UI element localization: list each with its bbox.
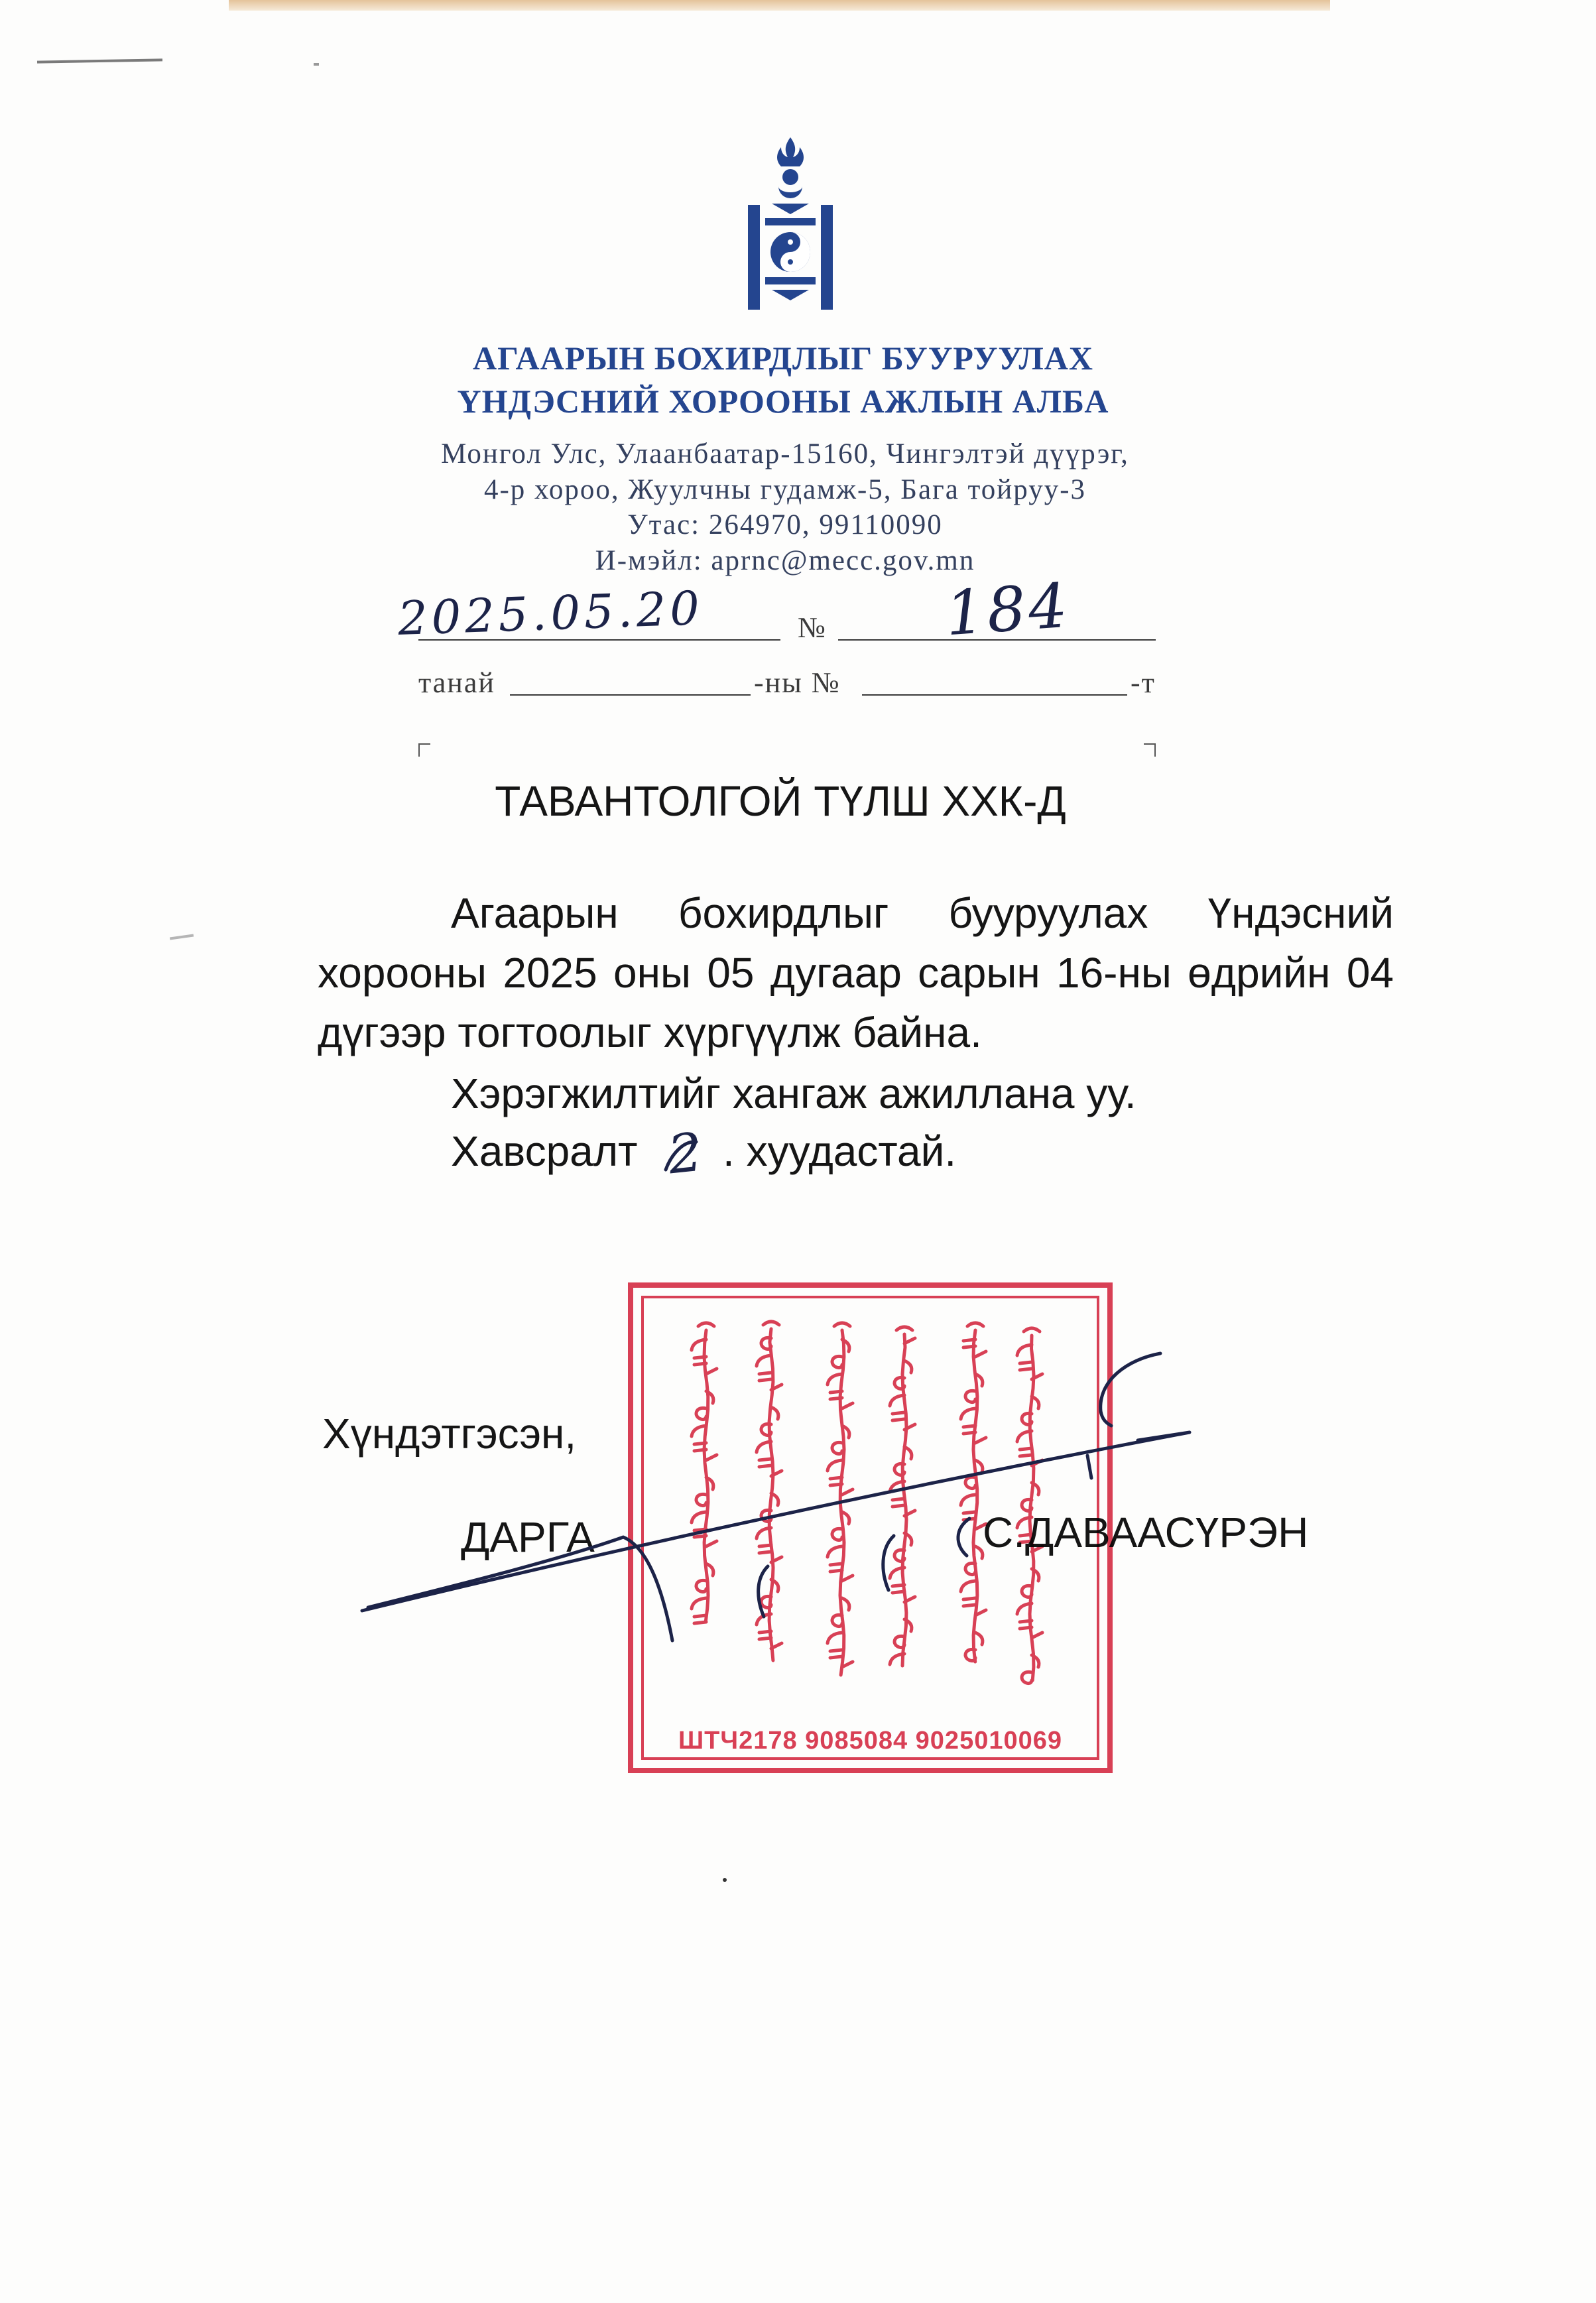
address-corner-left — [418, 743, 430, 757]
scan-mark — [170, 934, 194, 940]
emblem-pillar-left — [748, 205, 760, 310]
seal-script-glyph — [696, 1494, 706, 1505]
seal-script-glyph — [842, 1576, 853, 1581]
seal-script-glyph — [842, 1598, 849, 1610]
seal-script-head — [763, 1322, 779, 1325]
seal-script-head — [896, 1327, 912, 1330]
seal-script-head — [1024, 1328, 1040, 1332]
emblem-bar-bottom — [765, 277, 816, 284]
handwritten-attachment-count: 2 — [665, 1121, 706, 1186]
emblem-flame — [777, 137, 804, 166]
seal-script-glyph — [963, 1512, 975, 1520]
seal-script-glyph — [828, 1546, 842, 1557]
emblem-pillar-right — [821, 205, 833, 310]
seal-script-glyph — [1020, 1448, 1032, 1456]
address-line: Монгол Улс, Улаанбаатар-15160, Чингэлтэй дүүрэг, — [441, 438, 1129, 469]
handwritten-date: 2025.05.20 — [397, 580, 705, 647]
attachment-suffix: . хуудастай. — [723, 1127, 957, 1175]
handwritten-number: 184 — [943, 570, 1073, 650]
emblem-bar-top — [765, 218, 816, 225]
emblem-sun — [782, 169, 798, 185]
seal-script-glyph — [828, 1633, 842, 1643]
date-underline — [418, 639, 780, 641]
seal-script-glyph — [832, 1442, 842, 1454]
seal-script-glyph — [961, 1408, 975, 1419]
email-line: И-мэйл: aprnc@mecc.gov.mn — [595, 545, 975, 576]
address-line: 4-р хороо, Жуулчны гудамж-5, Бага тойруу-3 — [483, 474, 1087, 505]
org-name-line-2: ҮНДЭСНИЙ ХОРООНЫ АЖЛЫН АЛБА — [457, 383, 1109, 420]
seal-script-head — [834, 1323, 850, 1326]
seal-script-glyph — [1022, 1672, 1032, 1683]
org-name-line-1: АГААРЫН БОХИРДЛЫГ БУУРУУЛАХ — [473, 340, 1093, 377]
seal-script-glyph — [975, 1351, 986, 1357]
seal-script-glyph — [696, 1580, 706, 1591]
seal-script-head — [967, 1323, 983, 1326]
seal-script-glyph — [757, 1355, 771, 1366]
seal-script-glyph — [692, 1598, 706, 1609]
seal-script-glyph — [975, 1438, 986, 1443]
seal-script-glyph — [832, 1528, 842, 1540]
seal-script-glyph — [892, 1412, 904, 1420]
body-line: хорооны 2025 оны 05 дугаар сарын 16-ны өдрийн 04 — [318, 949, 1394, 997]
scan-mark — [37, 58, 162, 63]
recipient: ТАВАНТОЛГОЙ ТҮЛШ ХХК-Д — [495, 777, 1066, 825]
seal-script-glyph — [1017, 1345, 1032, 1355]
official-seal — [628, 1282, 1113, 1773]
seal-script-glyph — [1032, 1633, 1042, 1638]
seal-script-glyph — [965, 1477, 975, 1488]
emblem-triangle-bottom — [772, 290, 809, 300]
seal-script-art — [628, 1282, 1113, 1773]
number-sign: № — [798, 611, 827, 644]
seal-script-head — [698, 1323, 714, 1326]
seal-script-glyph — [832, 1615, 842, 1626]
seal-script-glyph — [890, 1395, 904, 1406]
reply-number-underline — [862, 694, 1127, 696]
emblem-moon — [778, 186, 802, 198]
emblem-triangle-top — [772, 204, 809, 214]
seal-script-glyph — [965, 1391, 975, 1402]
seal-script-glyph — [696, 1408, 706, 1419]
seal-script-glyph — [828, 1460, 842, 1471]
seal-script-glyph — [904, 1361, 912, 1373]
seal-registry-numbers: ШТЧ2178 9085084 9025010069 — [678, 1727, 1063, 1755]
phone-line: Утас: 264970, 99110090 — [627, 509, 943, 540]
reply-date-underline — [510, 694, 751, 696]
seal-script-glyph — [771, 1407, 778, 1419]
scan-mark — [314, 63, 319, 66]
emblem-yin-yang-dot — [788, 239, 793, 245]
seal-script-glyph — [692, 1512, 706, 1523]
emblem-yin-yang-dot — [788, 259, 793, 265]
seal-script-glyph — [965, 1563, 975, 1574]
seal-script-glyph — [706, 1369, 717, 1374]
request-line: Хэрэгжилтийг хангаж ажиллана уу. — [451, 1070, 1136, 1117]
seal-mongolian-script — [692, 1322, 1042, 1684]
seal-script-glyph — [842, 1403, 853, 1408]
seal-script-glyph — [759, 1459, 771, 1467]
reply-middle: -ны № — [754, 666, 841, 699]
salutation: Хүндэтгэсэн, — [322, 1410, 577, 1458]
seal-script-glyph — [961, 1581, 975, 1591]
seal-script-glyph — [759, 1373, 771, 1381]
soyombo-icon — [748, 136, 833, 312]
seal-script-glyph — [759, 1545, 771, 1553]
seal-script-glyph — [975, 1524, 986, 1529]
seal-script-glyph — [892, 1499, 904, 1507]
body-line: Агаарын бохирдлыг бууруулах Үндэсний — [451, 889, 1394, 937]
reply-suffix: -т — [1131, 666, 1156, 699]
seal-script-glyph — [830, 1650, 842, 1658]
seal-script-glyph — [832, 1356, 842, 1367]
seal-script-glyph — [963, 1598, 975, 1606]
seal-script-glyph — [830, 1564, 842, 1572]
seal-script-glyph — [975, 1546, 983, 1558]
signer-position: ДАРГА — [461, 1513, 595, 1561]
scan-edge-strip — [229, 0, 1330, 11]
seal-script-glyph — [757, 1442, 771, 1452]
seal-script-glyph — [706, 1455, 717, 1460]
body-line: дүгээр тогтоолыг хүргүүлж байна. — [318, 1009, 982, 1056]
reply-prefix: танай — [418, 666, 495, 699]
address-corner-right — [1144, 743, 1156, 757]
number-underline — [838, 639, 1156, 641]
attachment-prefix: Хавсралт — [451, 1127, 638, 1175]
seal-script-glyph — [961, 1495, 975, 1505]
seal-script-glyph — [975, 1633, 983, 1645]
seal-script-glyph — [842, 1489, 853, 1495]
seal-script-glyph — [1020, 1362, 1032, 1370]
seal-script-glyph — [706, 1541, 717, 1546]
scan-dot — [723, 1878, 727, 1882]
signer-name: С.ДАВААСҮРЭН — [983, 1509, 1309, 1556]
